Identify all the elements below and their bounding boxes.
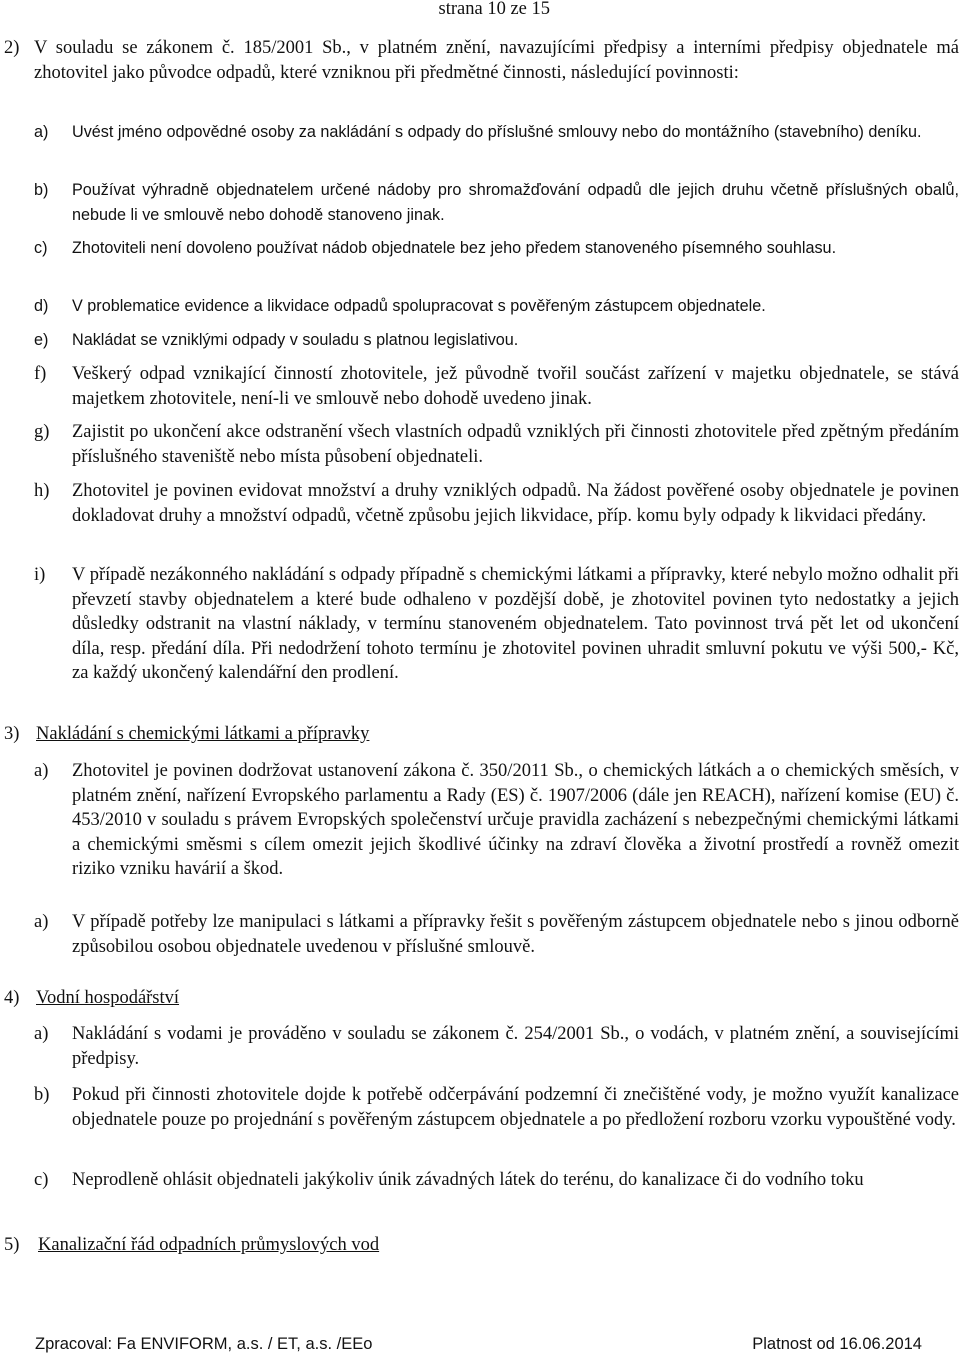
list-item [34,362,959,411]
list-item-label: a) [34,912,49,932]
list-item [34,759,959,882]
list-item [34,1168,959,1193]
list-item-label: a) [34,761,49,781]
list-item-label: e) [34,331,49,349]
list-item-text: Neprodleně ohlásit objednateli jakýkoliv únik závadných látek do terénu, do kanalizace či do vodního toku [72,1170,864,1190]
list-item-label: f) [34,364,47,384]
list-item-text: Zhotovitel je povinen dodržovat ustanovení zákona č. 350/2011 Sb., o chemických látkách a o chemických směsích, v platném znění, nařízení Evropského parlamentu a Rady (ES) č. 1907/2006 (dále jen REACH), nařízení komise (EU) č. 453/2010 v souladu s právem Evropských společenství určuje pravidla zacházení s nebezpečnými chemickými látkami a chemickými směsmi s cílem omezit jejich škodlivé účinky na zdraví člověka a životní prostředí a rovněž omezit riziko vzniku havárií a škod. [72,761,959,879]
list-item [34,178,959,227]
list-item-label: c) [34,239,48,257]
list-item [34,910,959,959]
list-item-label: h) [34,481,50,501]
section-title: Nakládání s chemickými látkami a přípravky [36,724,370,744]
list-item-text: Uvést jméno odpovědné osoby za nakládání s odpady do příslušné smlouvy nebo do montážního (stavebního) deníku. [72,123,922,141]
section-number: 4) [4,988,20,1008]
list-item-text: Zajistit po ukončení akce odstranění všech vlastních odpadů vzniklých při činnosti zhotovitele před zpětným předáním příslušného staveniště nebo místa působení objednateli. [72,422,959,467]
list-item-text: Pokud při činnosti zhotovitele dojde k potřebě odčerpávání podzemní či znečištěné vody, je možno využít kanalizace objednatele pouze po projednání s pověřeným zástupcem objednatele a po předložení rozboru vzorku vypouštěné vody. [72,1085,959,1130]
list-item [34,236,959,261]
list-item-text: Používat výhradně objednatelem určené nádoby pro shromažďování odpadů dle jejich druhu včetně příslušných obalů, nebude li ve smlouvě nebo dohodě stanoveno jinak. [72,181,959,224]
list-item [34,1022,959,1071]
list-item-label: b) [34,181,49,199]
list-item-text: Nakládat se vzniklými odpady v souladu s platnou legislativou. [72,331,519,349]
page-number: strana 10 ze 15 [438,0,550,19]
section-title: Kanalizační řád odpadních průmyslových vod [38,1235,380,1255]
list-item [34,563,959,686]
section-number: 5) [4,1235,20,1255]
list-item [34,120,959,145]
section-number: 2) [4,38,20,58]
list-item-label: g) [34,422,50,442]
list-item-text: V případě potřeby lze manipulaci s látkami a přípravky řešit s pověřeným zástupcem objednatele nebo s jinou odborně způsobilou osobou objednatele uvedenou v příslušné smlouvě. [72,912,959,957]
list-item [34,294,959,319]
section-title: Vodní hospodářství [36,988,180,1008]
list-item-text: Zhotoviteli není dovoleno používat nádob objednatele bez jeho předem stanoveného písemného souhlasu. [72,239,837,257]
list-item-label: b) [34,1085,50,1105]
list-item-label: a) [34,123,49,141]
list-item-label: i) [34,565,46,585]
list-item-text: Zhotovitel je povinen evidovat množství a druhy vzniklých odpadů. Na žádost pověřené osoby objednatele je povinen dokladovat druhy a množství odpadů, včetně způsobu jejich likvidace, příp. komu byly odpady k likvidaci předány. [72,481,959,526]
list-item [34,420,959,469]
footer-validity: Platnost od 16.06.2014 [752,1335,922,1353]
list-item-text: V případě nezákonného nakládání s odpady případně s chemickými látkami a přípravky, které nebylo možno odhalit při převzetí stavby objednatelem a které bude odhaleno v pozdější době, je zhotovitel povinen tyto nedostatky a jejich důsledky odstranit na vlastní náklady, v termínu stanoveném objednatelem. Tato povinnost trvá pět let od ukončení díla, resp. předání díla. Při nedodržení tohoto termínu je zhotovitel povinen uhradit smluvní pokutu ve výši 500,- Kč, za každý ukončený kalendářní den prodlení. [72,565,959,683]
list-item-label: d) [34,297,49,315]
list-item-label: a) [34,1024,49,1044]
list-item-text: V problematice evidence a likvidace odpadů spolupracovat s pověřeným zástupcem objednatele. [72,297,766,315]
list-item-text: Veškerý odpad vznikající činností zhotovitele, jež původně tvořil součást zařízení v majetku objednatele, se stává majetkem zhotovitele, není-li ve smlouvě nebo dohodě uvedeno jinak. [72,364,959,409]
list-item-label: c) [34,1170,49,1190]
list-item [34,479,959,528]
section-2-intro: V souladu se zákonem č. 185/2001 Sb., v platném znění, navazujícími předpisy a interními předpisy objednatele má zhotovitel jako původce odpadů, které vzniknou při předmětné činnosti, následující povinnosti: [34,38,959,83]
list-item [34,328,959,353]
list-item-text: Nakládání s vodami je prováděno v souladu se zákonem č. 254/2001 Sb., o vodách, v platném znění, a souvisejícími předpisy. [72,1024,959,1069]
list-item [34,1083,959,1132]
footer-author: Zpracoval: Fa ENVIFORM, a.s. / ET, a.s. /EEo [35,1335,373,1353]
section-number: 3) [4,724,20,744]
